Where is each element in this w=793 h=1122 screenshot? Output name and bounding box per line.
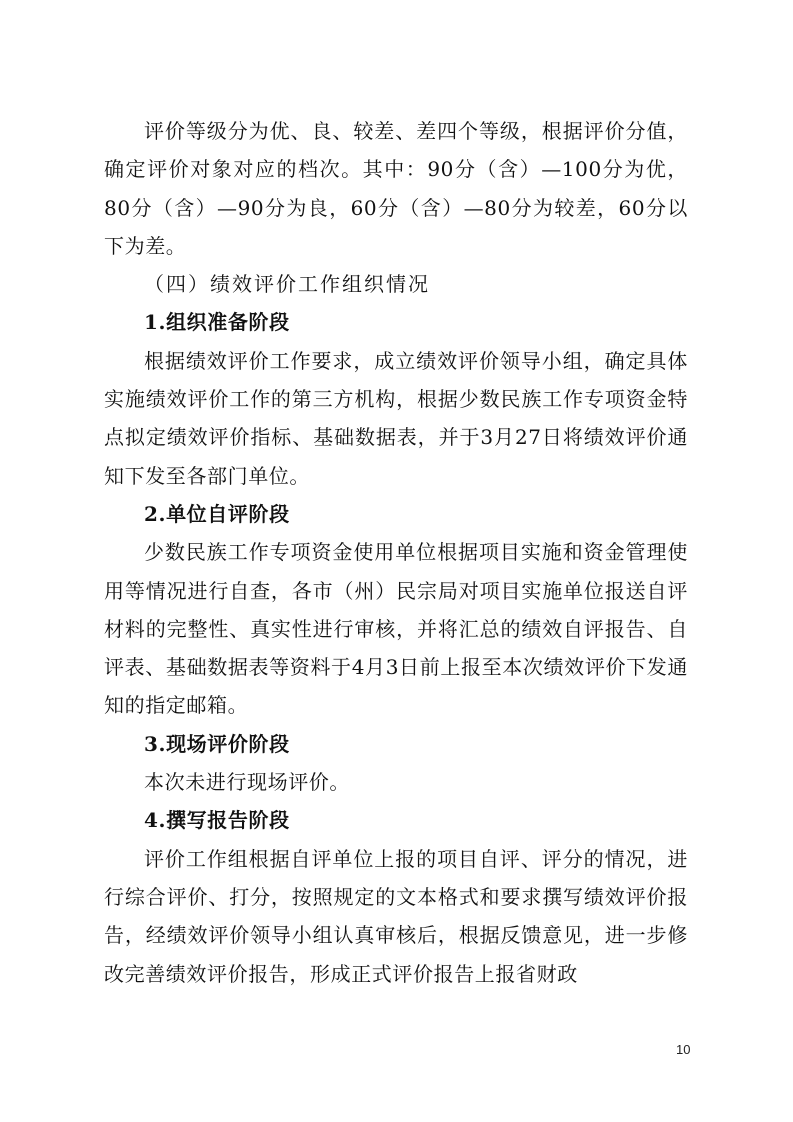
grading-paragraph: 评价等级分为优、良、较差、差四个等级，根据评价分值，确定评价对象对应的档次。其中：90分（含）—100分为优，80分（含）—90分为良，60分（含）—80分为较差，60分以下为差。: [104, 119, 688, 258]
document-body: [104, 112, 688, 993]
step-paragraph-4: 评价工作组根据自评单位上报的项目自评、评分的情况，进行综合评价、打分，按照规定的文本格式和要求撰写绩效评价报告，经绩效评价领导小组认真审核后，根据反馈意见，进一步修改完善绩效评价报告，形成正式评价报告上报省财政: [104, 846, 688, 986]
step-heading-4: 4.撰写报告阶段: [144, 808, 290, 833]
step-heading-2: 2.单位自评阶段: [144, 501, 290, 526]
step-paragraph-2: 少数民族工作专项资金使用单位根据项目实施和资金管理使用等情况进行自查，各市（州）民宗局对项目实施单位报送自评材料的完整性、真实性进行审核，并将汇总的绩效自评报告、自评表、基础数据表等资料于4月3日前上报至本次绩效评价下发通知的指定邮箱。: [104, 540, 688, 718]
step-paragraph-3: 本次未进行现场评价。: [144, 770, 350, 795]
step-heading-3: 3.现场评价阶段: [144, 731, 290, 756]
step-paragraph-1: 根据绩效评价工作要求，成立绩效评价领导小组，确定具体实施绩效评价工作的第三方机构，根据少数民族工作专项资金特点拟定绩效评价指标、基础数据表，并于3月27日将绩效评价通知下发至各部门单位。: [104, 348, 688, 488]
section-heading-4: （四）绩效评价工作组织情况: [144, 272, 430, 297]
page-number: 10: [676, 1042, 691, 1057]
step-heading-1: 1.组织准备阶段: [144, 310, 290, 335]
